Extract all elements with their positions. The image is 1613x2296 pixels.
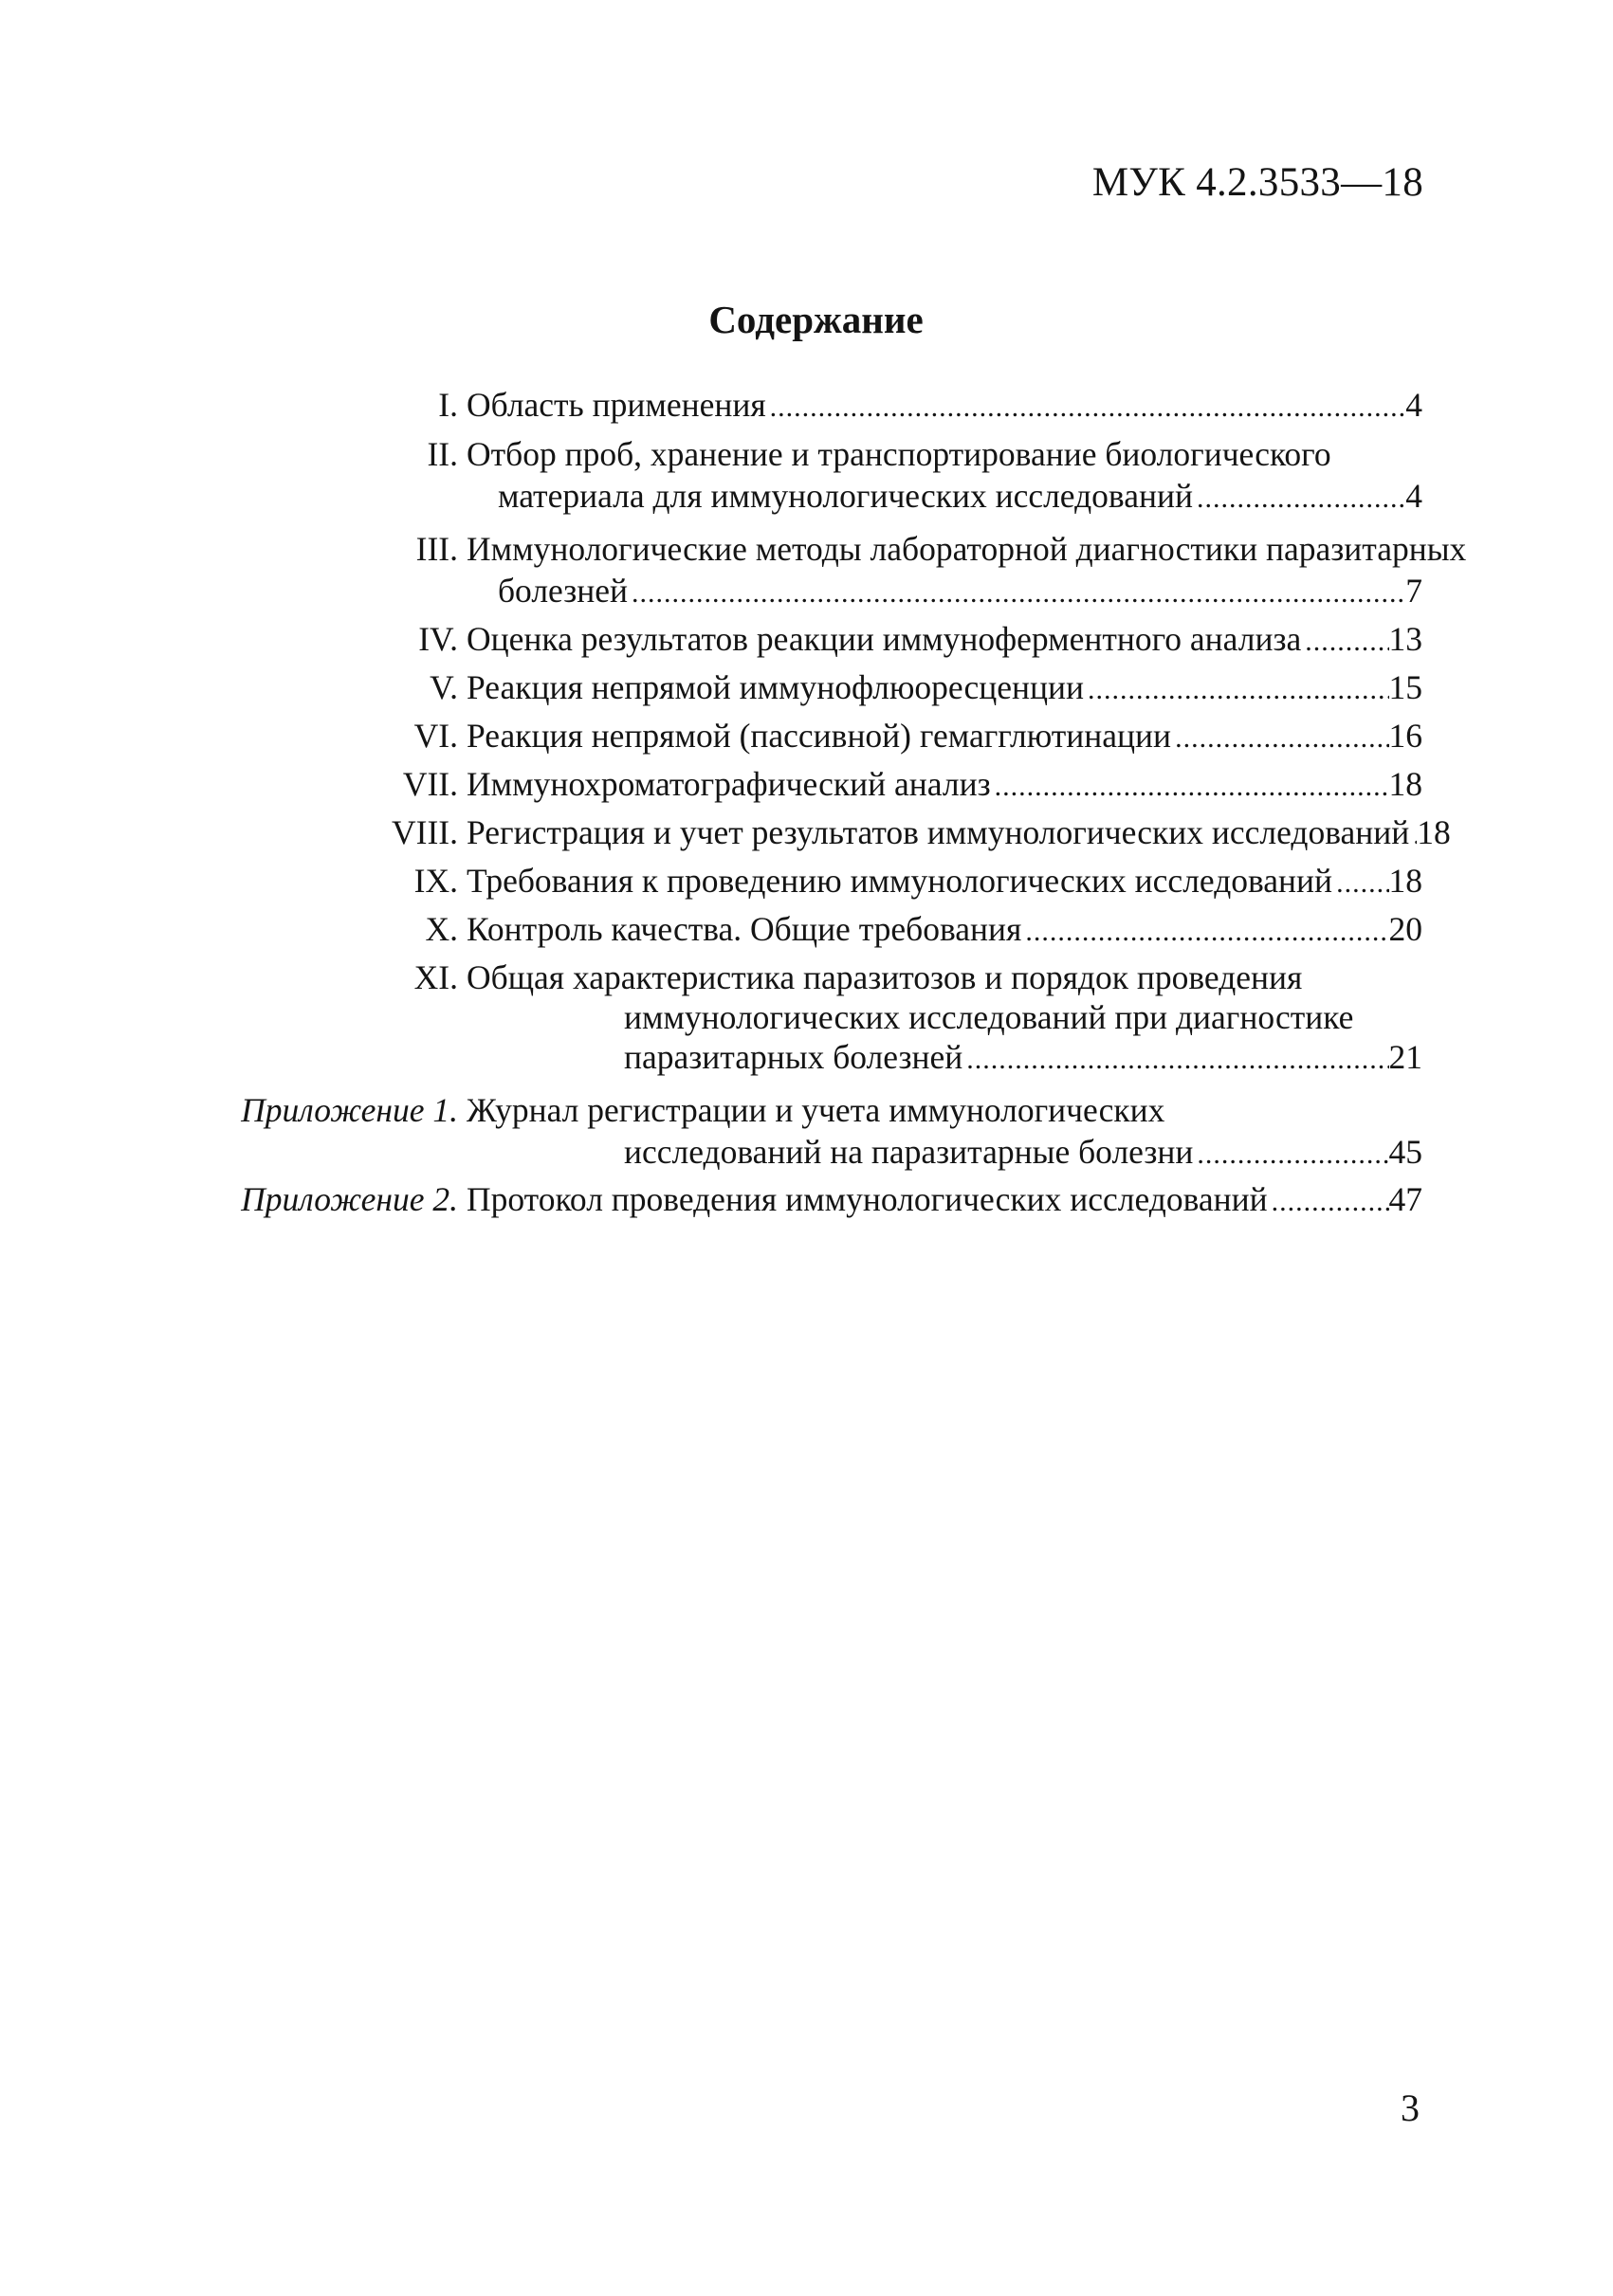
toc-entry-page: 18	[1388, 862, 1422, 900]
toc-entry-numeral: V.	[430, 668, 458, 706]
toc-entry[interactable]	[190, 860, 1422, 902]
toc-entry[interactable]	[190, 666, 1422, 708]
toc-entry-continuation[interactable]	[190, 1131, 1422, 1173]
toc-entry-page: 21	[1388, 1038, 1422, 1076]
document-code: МУК 4.2.3533—18	[1091, 160, 1423, 205]
toc-leader-dots	[1409, 814, 1417, 856]
toc-entry-title: материала для иммунологических исследований	[498, 477, 1193, 515]
toc-leader-dots	[1332, 863, 1388, 904]
toc-leader-dots	[991, 766, 1389, 808]
toc-title: Содержание	[708, 298, 924, 341]
toc-entry[interactable]	[190, 715, 1422, 756]
toc-entry-page: 18	[1388, 765, 1422, 803]
toc-entry-title: иммунологических исследований при диагностике	[624, 998, 1354, 1036]
page-number: 3	[1401, 2086, 1420, 2129]
toc-entry[interactable]	[190, 1089, 1422, 1131]
toc-leader-dots	[962, 1039, 1388, 1081]
toc-entry-title: Общая характеристика паразитозов и порядок проведения	[467, 958, 1303, 996]
toc-entry-title: Иммунологические методы лабораторной диагностики паразитарных	[467, 530, 1467, 568]
toc-entry-title: Реакция непрямой иммунофлюоресценции	[467, 668, 1085, 706]
toc-entry-page: 16	[1388, 717, 1422, 755]
toc-entry-continuation[interactable]	[190, 1036, 1422, 1078]
toc-entry-title: Реакция непрямой (пассивной) гемагглютинации	[467, 717, 1172, 755]
toc-entry-page: 13	[1388, 620, 1422, 658]
toc-leader-dots	[1021, 911, 1388, 953]
toc-entry-numeral: II.	[427, 435, 458, 473]
toc-entry-numeral: IX.	[413, 862, 458, 900]
toc-entry-continuation	[190, 996, 1422, 1038]
toc-entry[interactable]	[190, 618, 1422, 660]
toc-leader-dots	[628, 573, 1405, 614]
toc-entry-title: Требования к проведению иммунологических исследований	[467, 862, 1333, 900]
toc-entry[interactable]	[190, 1178, 1422, 1220]
toc-entry-continuation[interactable]	[190, 570, 1422, 611]
toc-leader-dots	[1193, 478, 1405, 519]
toc-entry-title: Протокол проведения иммунологических исследований	[467, 1180, 1268, 1218]
toc-entry-page: 47	[1388, 1180, 1422, 1218]
toc-entry-numeral: X.	[425, 910, 458, 948]
toc-entry-title: Журнал регистрации и учета иммунологических	[467, 1091, 1165, 1129]
toc-leader-dots	[1301, 621, 1388, 663]
toc-entry-page: 4	[1405, 477, 1422, 515]
toc-entry-title: паразитарных болезней	[624, 1038, 963, 1076]
toc-entry-page: 20	[1388, 910, 1422, 948]
toc-entry-title: Область применения	[467, 386, 766, 424]
toc-entry-title: Оценка результатов реакции иммуноферментного анализа	[467, 620, 1302, 658]
toc-leader-dots	[1193, 1134, 1388, 1175]
toc-leader-dots	[1084, 669, 1388, 711]
toc-entry-title: Регистрация и учет результатов иммунологических исследований	[467, 813, 1410, 851]
toc-entry[interactable]	[190, 763, 1422, 805]
toc-entry-numeral: VI.	[413, 717, 458, 755]
toc-entry-page: 18	[1417, 813, 1451, 851]
toc-entry-numeral: VIII.	[392, 813, 458, 851]
toc-entry-title: Иммунохроматографический анализ	[467, 765, 991, 803]
toc-entry-numeral: IV.	[418, 620, 458, 658]
toc-entry-title: Контроль качества. Общие требования	[467, 910, 1022, 948]
toc-entry-numeral: I.	[438, 386, 458, 424]
toc-leader-dots	[1171, 718, 1388, 759]
toc-entry[interactable]	[190, 433, 1422, 475]
toc-entry-numeral: VII.	[402, 765, 458, 803]
toc-entry-page: 45	[1388, 1133, 1422, 1171]
toc-entry[interactable]	[190, 908, 1422, 950]
toc-entry-title: болезней	[498, 572, 629, 610]
toc-entry-page: 7	[1405, 572, 1422, 610]
toc-entry[interactable]	[190, 957, 1422, 998]
toc-entry[interactable]	[190, 384, 1422, 426]
toc-entry-numeral: Приложение 1.	[241, 1091, 458, 1129]
toc-entry[interactable]	[190, 528, 1467, 570]
toc-entry-numeral: XI.	[413, 958, 458, 996]
toc-entry-continuation[interactable]	[190, 475, 1422, 517]
toc-entry-title: Отбор проб, хранение и транспортирование биологического	[467, 435, 1331, 473]
toc-leader-dots	[766, 387, 1406, 428]
toc-entry[interactable]	[190, 811, 1451, 853]
toc-entry-page: 15	[1388, 668, 1422, 706]
toc-leader-dots	[1268, 1181, 1389, 1223]
toc-entry-title: исследований на паразитарные болезни	[624, 1133, 1194, 1171]
toc-entry-numeral: III.	[415, 530, 458, 568]
toc-entry-numeral: Приложение 2.	[241, 1180, 458, 1218]
toc-entry-page: 4	[1405, 386, 1422, 424]
